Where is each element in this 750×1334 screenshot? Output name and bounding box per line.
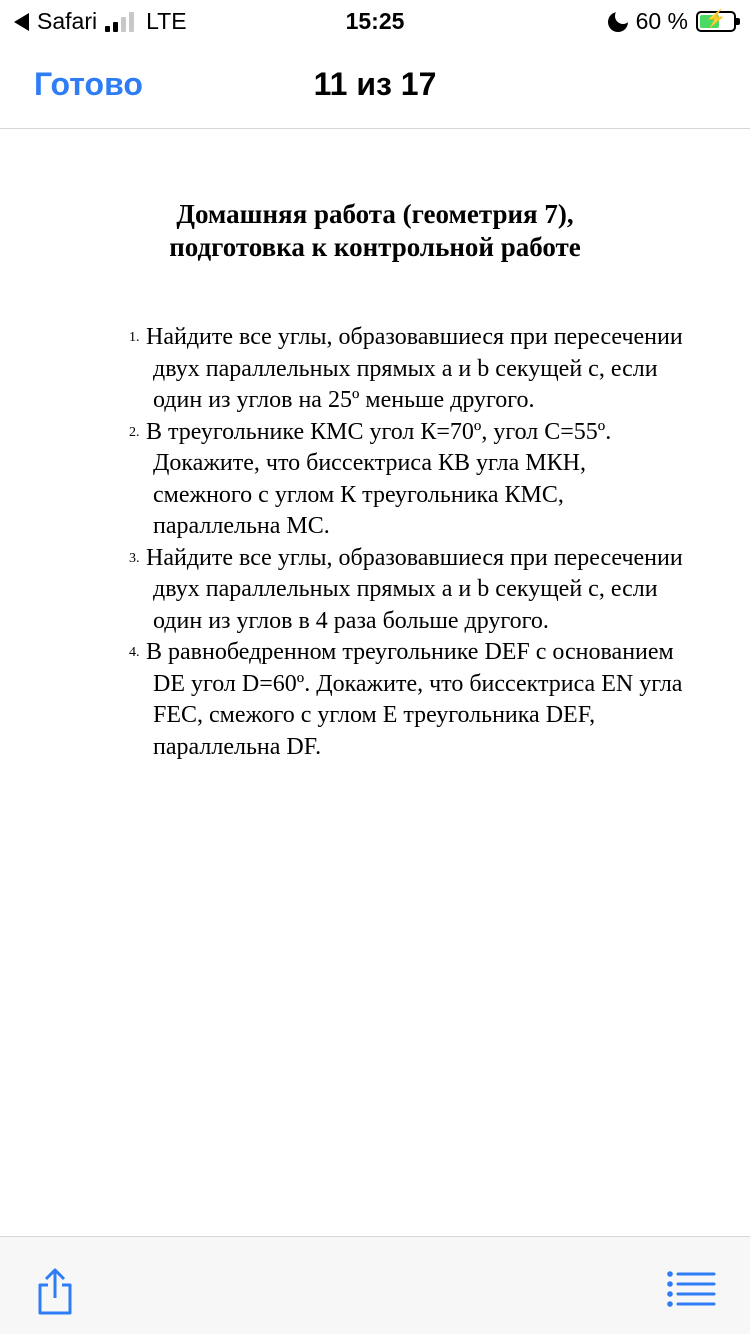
share-button[interactable]	[34, 1267, 76, 1315]
done-button[interactable]: Готово	[34, 66, 143, 102]
document-title-line1: Домашняя работа (геометрия 7),	[176, 199, 574, 229]
network-type: LTE	[146, 8, 187, 34]
battery-percent: 60 %	[635, 8, 688, 34]
page-list-button[interactable]	[666, 1269, 716, 1309]
task-list	[129, 322, 691, 763]
do-not-disturb-icon	[608, 12, 628, 32]
task-number: 1.	[129, 330, 140, 345]
page-counter: 11 из 17	[313, 66, 437, 102]
task-item	[129, 637, 691, 763]
battery-nub	[736, 18, 740, 25]
task-number: 4.	[129, 645, 140, 660]
task-text: В равнобедренном треугольнике DEF с основанием DE угол D=60º. Докажите, что биссектриса EN угла FEC, смежого с углом E треугольника DEF, параллельна DF.	[146, 639, 683, 760]
status-time: 15:25	[345, 8, 405, 34]
document-title	[100, 198, 650, 264]
list-icon	[666, 1269, 716, 1309]
task-number: 3.	[129, 550, 140, 566]
document-page	[0, 130, 750, 1235]
task-text: Найдите все углы, образовавшиеся при пересечении двух параллельных прямых a и b секущей c, если один из углов на 25º меньше другого.	[146, 324, 683, 413]
task-item	[129, 322, 691, 417]
share-icon	[34, 1267, 76, 1315]
navigation-bar	[0, 44, 750, 129]
battery-icon	[696, 11, 736, 32]
bottom-toolbar	[0, 1236, 750, 1334]
status-right	[608, 8, 736, 35]
task-number: 2.	[129, 424, 140, 440]
back-app-label: Safari	[37, 8, 98, 34]
charging-bolt-icon: ⚡	[705, 9, 727, 28]
status-bar	[0, 0, 750, 44]
document-title-line2: подготовка к контрольной работе	[169, 232, 581, 262]
task-item	[129, 417, 691, 543]
task-text: В треугольнике КМС угол К=70º, угол С=55º. Докажите, что биссектриса КВ угла МКН, смежного с углом К треугольника КМС, параллельна МС.	[146, 418, 612, 539]
task-item	[129, 543, 691, 638]
task-text: Найдите все углы, образовавшиеся при пересечении двух параллельных прямых a и b секущей c, если один из углов в 4 раза больше другого.	[146, 544, 683, 634]
